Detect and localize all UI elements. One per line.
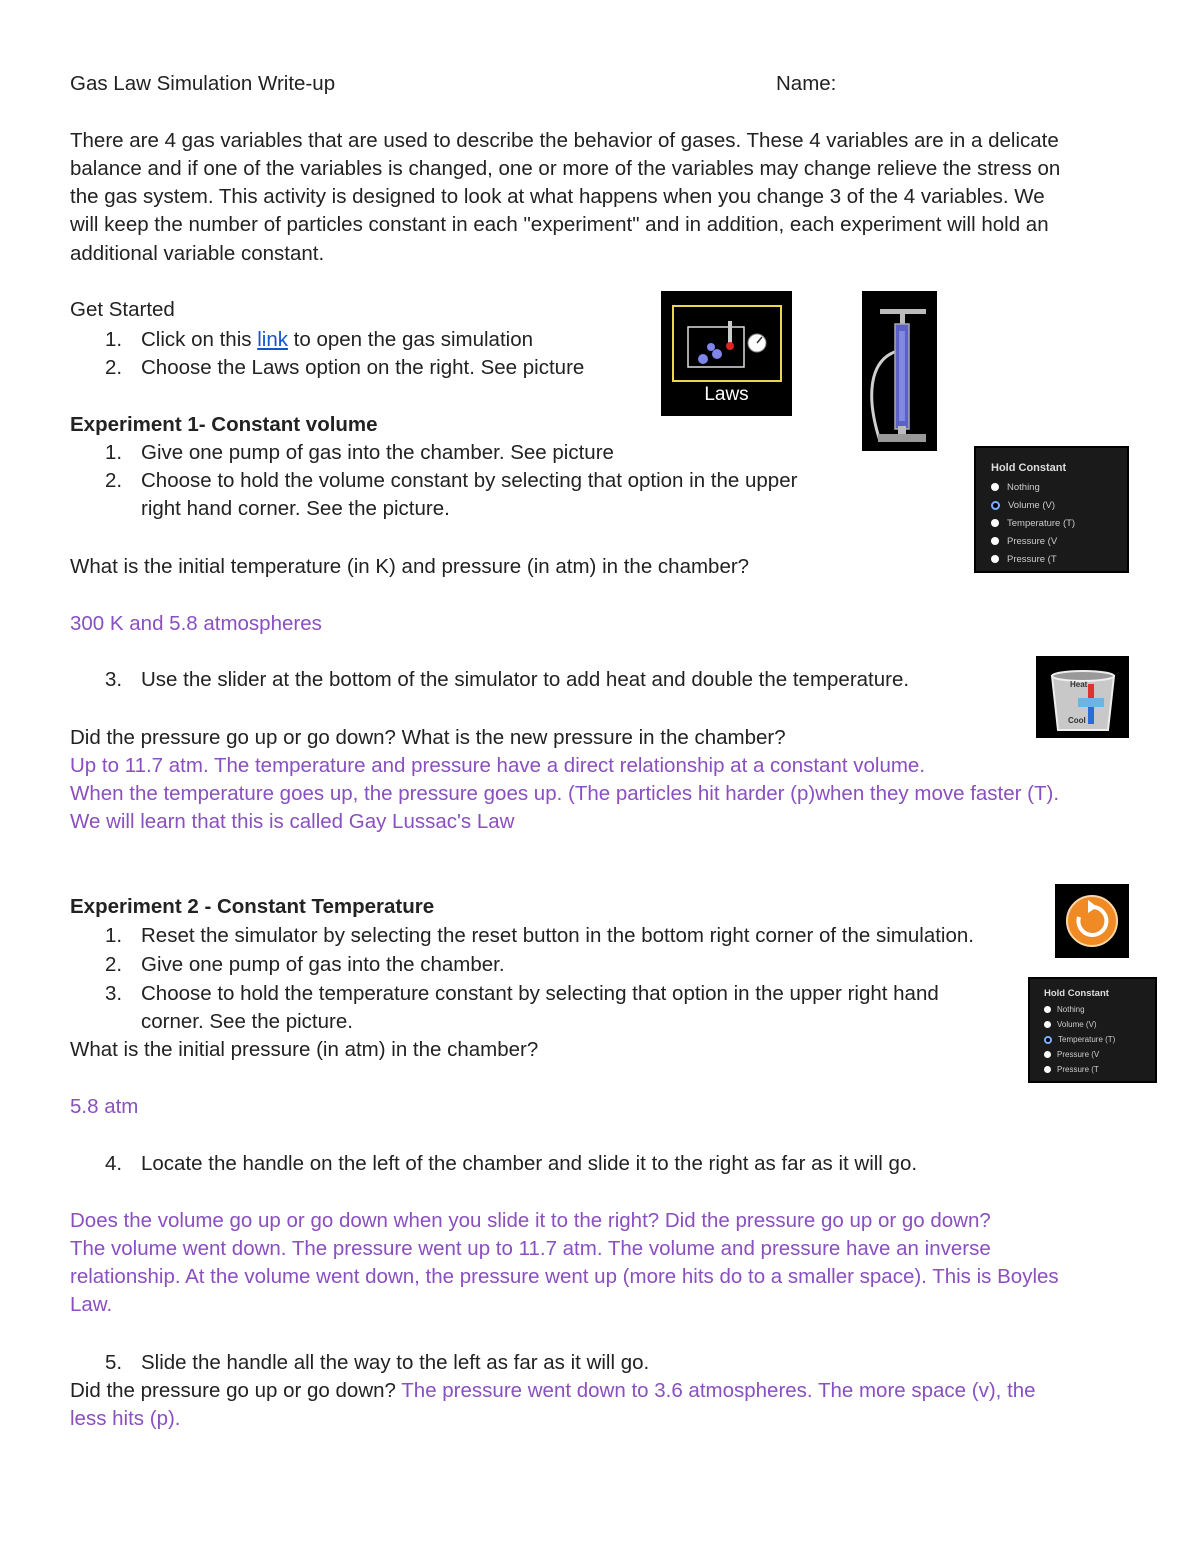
experiment-1-heading: Experiment 1- Constant volume xyxy=(70,413,378,436)
reset-button-image xyxy=(1055,884,1129,958)
reset-icon xyxy=(1055,884,1129,958)
radio-icon xyxy=(1044,1066,1051,1073)
radio-option: Nothing xyxy=(1044,1004,1085,1015)
exp1-question-1: What is the initial temperature (in K) and pressure (in atm) in the chamber? xyxy=(70,555,750,578)
hold-constant-title: Hold Constant xyxy=(991,462,1067,474)
exp2-answer-1: 5.8 atm xyxy=(70,1095,139,1118)
exp1-step-2: Choose to hold the volume constant by selecting that option in the upper xyxy=(141,469,798,492)
hold-constant-volume-image xyxy=(974,446,1129,573)
exp2-answer-2-line: The volume went down. The pressure went up to 11.7 atm. The volume and pressure have an inverse xyxy=(70,1237,991,1260)
laws-label: Laws xyxy=(704,384,749,405)
radio-option: Temperature (T) xyxy=(991,518,1075,529)
pump-image xyxy=(862,291,937,451)
exp2-step-2: Give one pump of gas into the chamber. xyxy=(141,953,505,976)
list-number: 1. xyxy=(105,328,123,351)
simulation-link[interactable]: link xyxy=(257,328,288,351)
exp2-step-3-cont: corner. See the picture. xyxy=(141,1010,353,1033)
laws-option-image xyxy=(661,291,792,416)
get-started-step-2: Choose the Laws option on the right. See picture xyxy=(141,356,585,379)
experiment-2-heading: Experiment 2 - Constant Temperature xyxy=(70,895,435,918)
exp1-answer-2-line: Up to 11.7 atm. The temperature and pressure have a direct relationship at a constant volume. xyxy=(70,754,926,777)
exp1-step-3: Use the slider at the bottom of the simulator to add heat and double the temperature. xyxy=(141,668,910,691)
list-number: 2. xyxy=(105,469,123,492)
hold-constant-title: Hold Constant xyxy=(1044,988,1109,999)
radio-option: Volume (V) xyxy=(1044,1019,1097,1030)
radio-icon xyxy=(991,537,999,545)
exp1-answer-2-line: We will learn that this is called Gay Lussac's Law xyxy=(70,810,515,833)
intro-line: There are 4 gas variables that are used to describe the behavior of gases. These 4 variables are in a delicate xyxy=(70,129,1059,152)
radio-icon xyxy=(1044,1021,1051,1028)
exp2-question-1: What is the initial pressure (in atm) in the chamber? xyxy=(70,1038,539,1061)
name-label: Name: xyxy=(776,72,837,95)
intro-line: will keep the number of particles constant in each "experiment" and in addition, each experiment will hold an xyxy=(70,213,1049,236)
hold-constant-temperature-image xyxy=(1028,977,1157,1083)
bucket-icon xyxy=(1036,656,1129,738)
radio-option: Pressure (T xyxy=(991,554,1057,565)
exp2-question-3: Did the pressure go up or go down? The pressure went down to 3.6 atmospheres. The more space (v), the xyxy=(70,1379,1036,1402)
list-number: 3. xyxy=(105,668,123,691)
list-number: 4. xyxy=(105,1152,123,1175)
radio-icon xyxy=(1044,1051,1051,1058)
radio-option: Pressure (V xyxy=(991,536,1057,547)
exp2-answer-2-line: relationship. At the volume went down, the pressure went up (more hits do to a smaller space). This is Boyles xyxy=(70,1265,1059,1288)
list-number: 3. xyxy=(105,982,123,1005)
radio-icon xyxy=(1044,1006,1051,1013)
cool-label: Cool xyxy=(1068,716,1086,725)
radio-icon xyxy=(991,483,999,491)
list-number: 2. xyxy=(105,356,123,379)
heat-cool-slider-image xyxy=(1036,656,1129,738)
list-number: 2. xyxy=(105,953,123,976)
intro-line: balance and if one of the variables is changed, one or more of the variables may change relieve the stress on xyxy=(70,157,1061,180)
exp2-answer-3-cont: less hits (p). xyxy=(70,1407,181,1430)
exp2-step-3: Choose to hold the temperature constant by selecting that option in the upper right hand xyxy=(141,982,939,1005)
exp1-question-2: Did the pressure go up or go down? What is the new pressure in the chamber? xyxy=(70,726,786,749)
get-started-heading: Get Started xyxy=(70,298,175,321)
radio-option-selected: Volume (V) xyxy=(991,500,1055,511)
radio-icon xyxy=(991,555,999,563)
exp1-step-2-cont: right hand corner. See the picture. xyxy=(141,497,450,520)
radio-option-selected: Temperature (T) xyxy=(1044,1034,1115,1045)
list-number: 1. xyxy=(105,924,123,947)
exp1-answer-2-line: When the temperature goes up, the pressure goes up. (The particles hit harder (p)when they move faster (T). xyxy=(70,782,1060,805)
intro-line: the gas system. This activity is designed to look at what happens when you change 3 of the 4 variables. We xyxy=(70,185,1045,208)
radio-selected-icon xyxy=(991,501,1000,510)
heat-label: Heat xyxy=(1070,680,1088,689)
exp2-step-1: Reset the simulator by selecting the reset button in the bottom right corner of the simulation. xyxy=(141,924,974,947)
doc-title: Gas Law Simulation Write-up xyxy=(70,72,336,95)
radio-option: Nothing xyxy=(991,482,1040,493)
exp1-answer-1: 300 K and 5.8 atmospheres xyxy=(70,612,322,635)
radio-option: Pressure (V xyxy=(1044,1049,1099,1060)
exp1-step-1: Give one pump of gas into the chamber. See picture xyxy=(141,441,614,464)
get-started-step-1: Click on this link to open the gas simulation xyxy=(141,328,534,351)
exp2-question-2-line: Does the volume go up or go down when you slide it to the right? Did the pressure go up or go down? xyxy=(70,1209,991,1232)
pump-icon xyxy=(862,291,937,451)
radio-option: Pressure (T xyxy=(1044,1064,1099,1075)
list-number: 1. xyxy=(105,441,123,464)
exp2-step-4: Locate the handle on the left of the chamber and slide it to the right as far as it will go. xyxy=(141,1152,918,1175)
radio-icon xyxy=(991,519,999,527)
intro-line: additional variable constant. xyxy=(70,242,325,265)
list-number: 5. xyxy=(105,1351,123,1374)
exp2-step-5: Slide the handle all the way to the left as far as it will go. xyxy=(141,1351,650,1374)
exp2-answer-2-line: Law. xyxy=(70,1293,113,1316)
radio-selected-icon xyxy=(1044,1036,1052,1044)
